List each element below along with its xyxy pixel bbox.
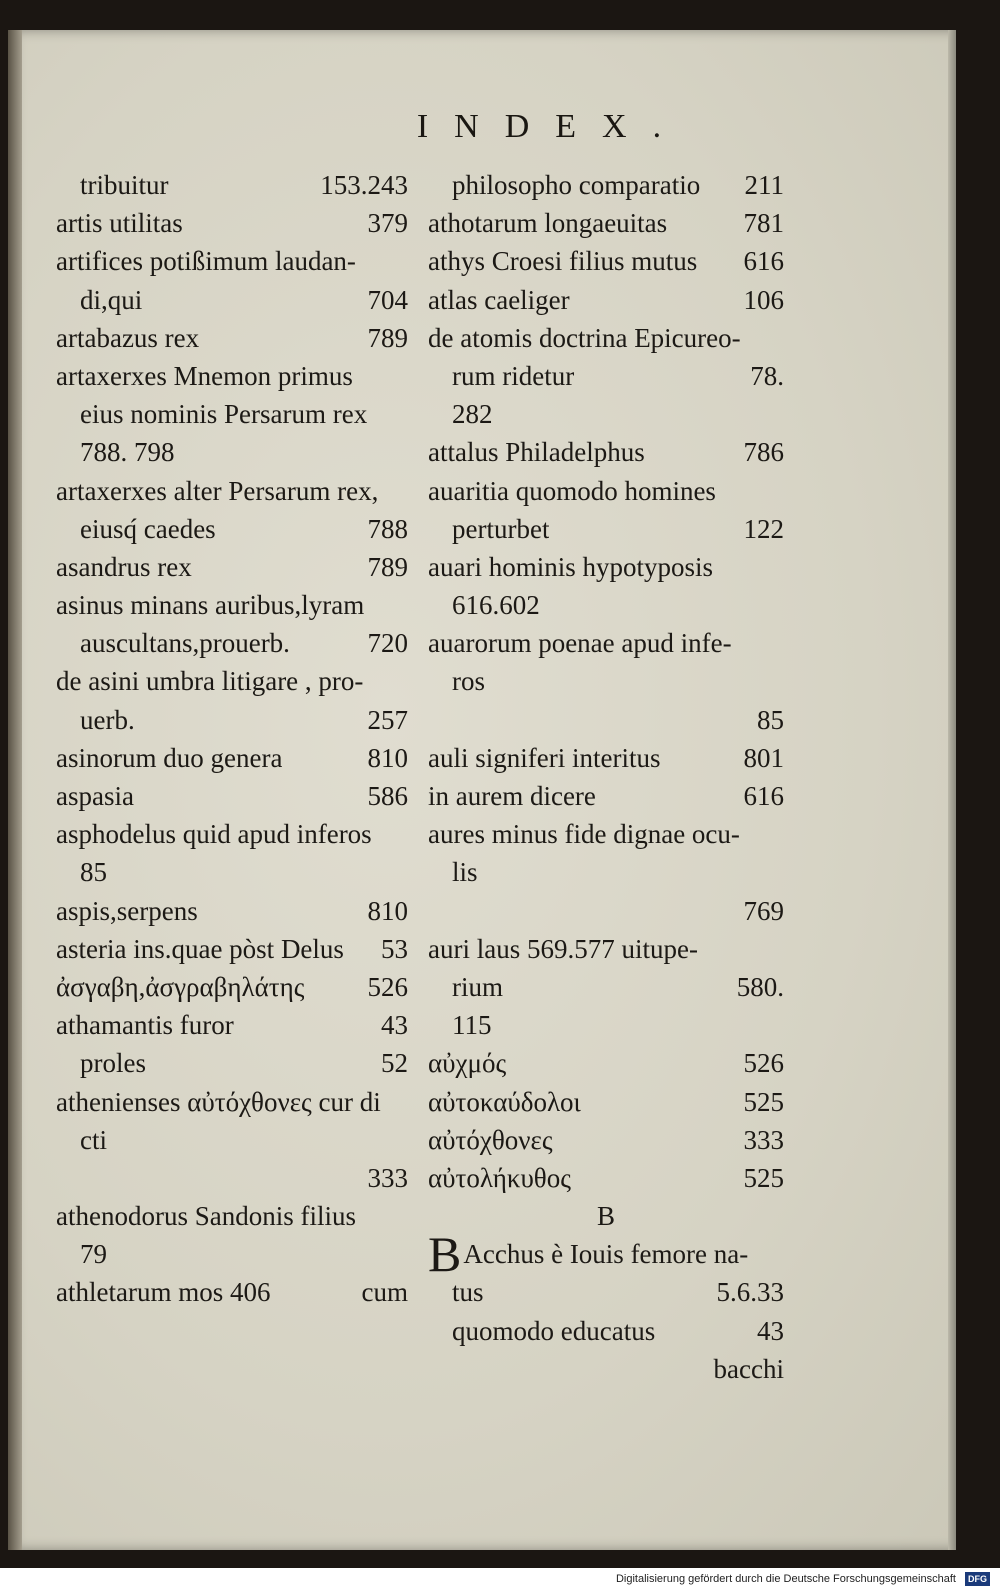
index-entry bbox=[56, 853, 408, 891]
index-entry bbox=[428, 1159, 784, 1197]
entry-page-number: 786 bbox=[743, 437, 784, 468]
index-entry bbox=[56, 510, 408, 548]
index-entry bbox=[428, 281, 784, 319]
entry-text: asinorum duo genera bbox=[56, 742, 283, 773]
entry-text: artaxerxes alter Persarum rex, bbox=[56, 475, 379, 506]
entry-page-number: 122 bbox=[743, 513, 784, 544]
entry-text: auscultans,prouerb. bbox=[80, 628, 290, 659]
entry-text: αὐχμός bbox=[428, 1048, 507, 1079]
entry-page-number: 616 bbox=[743, 781, 784, 811]
index-entry bbox=[56, 662, 408, 700]
entry-text: in aurem dicere bbox=[428, 781, 596, 811]
entry-page-number: 526 bbox=[743, 1048, 784, 1079]
index-entry bbox=[428, 777, 784, 815]
entry-page-number: 153.243 bbox=[320, 170, 408, 200]
index-entry bbox=[56, 1083, 408, 1121]
entry-text: eiusq́ caedes bbox=[80, 513, 216, 544]
entry-text: athenodorus Sandonis filius bbox=[56, 1201, 356, 1232]
entry-text: asteria ins.quae pòst Delus bbox=[56, 933, 344, 964]
entry-text: artaxerxes Mnemon primus bbox=[56, 360, 353, 391]
entry-text: attalus Philadelphus bbox=[428, 437, 645, 468]
index-entry bbox=[428, 586, 784, 624]
index-entry bbox=[56, 968, 408, 1006]
entry-page-number: 720 bbox=[367, 628, 408, 659]
index-entry bbox=[428, 930, 784, 968]
entry-page-number: 525 bbox=[743, 1162, 784, 1193]
index-entry bbox=[428, 662, 784, 700]
index-entry bbox=[56, 472, 408, 510]
catchword bbox=[428, 1350, 784, 1388]
entry-text: uerb. bbox=[80, 704, 135, 735]
entry-page-number: 769 bbox=[743, 895, 784, 926]
index-entry bbox=[428, 166, 784, 204]
entry-text: athamantis furor bbox=[56, 1010, 234, 1041]
index-entry bbox=[428, 892, 784, 930]
index-column-right bbox=[428, 166, 784, 1388]
entry-page-number: 379 bbox=[367, 208, 408, 239]
entry-page-number: 788 bbox=[367, 513, 408, 544]
page-spine-shadow bbox=[8, 30, 22, 1550]
index-entry bbox=[428, 510, 784, 548]
index-entry bbox=[428, 1312, 784, 1350]
index-entry bbox=[428, 395, 784, 433]
index-entry bbox=[428, 548, 784, 586]
entry-page-number: 85 bbox=[757, 704, 784, 735]
entry-text: αὐτόχθονες bbox=[428, 1124, 553, 1155]
entry-text: artabazus rex bbox=[56, 322, 200, 353]
entry-text: quomodo educatus bbox=[452, 1315, 656, 1346]
index-entry bbox=[56, 319, 408, 357]
index-entry bbox=[56, 1159, 408, 1197]
entry-page-number: 333 bbox=[367, 1162, 408, 1193]
entry-page-number: 801 bbox=[743, 742, 784, 773]
entry-text: cti bbox=[80, 1124, 107, 1155]
dfg-logo-icon: DFG bbox=[965, 1572, 990, 1586]
entry-page-number: 526 bbox=[367, 971, 408, 1002]
entry-text: philosopho comparatio bbox=[452, 170, 701, 200]
entry-page-number: 106 bbox=[743, 284, 784, 315]
entry-page-number: 810 bbox=[367, 742, 408, 773]
entry-page-number: 810 bbox=[367, 895, 408, 926]
entry-page-number: 616 bbox=[743, 246, 784, 277]
entry-text: αὐτοκαύδολοι bbox=[428, 1086, 581, 1117]
entry-text: asinus minans auribus,lyram bbox=[56, 590, 365, 621]
entry-page-number: 52 bbox=[381, 1048, 408, 1079]
index-entry bbox=[428, 815, 784, 853]
entry-page-number: 43 bbox=[381, 1010, 408, 1041]
index-entry bbox=[428, 1006, 784, 1044]
entry-text bbox=[428, 1235, 748, 1273]
index-entry bbox=[56, 1006, 408, 1044]
index-entry bbox=[428, 472, 784, 510]
entry-text: 85 bbox=[80, 857, 107, 888]
entry-text: athenienses αὐτόχθονες cur di bbox=[56, 1086, 381, 1117]
index-entry bbox=[56, 777, 408, 815]
entry-page-number: 211 bbox=[744, 170, 784, 200]
entry-page-number: 789 bbox=[367, 322, 408, 353]
right-column-entries bbox=[428, 166, 784, 1197]
index-entry bbox=[428, 1121, 784, 1159]
entry-text: tus bbox=[452, 1277, 484, 1308]
entry-page-number: 78. bbox=[750, 360, 784, 391]
entry-text: tribuitur bbox=[80, 170, 169, 200]
index-entry bbox=[428, 853, 784, 891]
section-letter: B bbox=[596, 1201, 615, 1232]
index-entry bbox=[428, 1273, 784, 1311]
index-entry bbox=[56, 624, 408, 662]
entry-text: perturbet bbox=[452, 513, 550, 544]
entry-page-number: 333 bbox=[743, 1124, 784, 1155]
index-entry bbox=[428, 204, 784, 242]
index-entry bbox=[428, 357, 784, 395]
entry-page-number: cum bbox=[361, 1277, 408, 1308]
entry-text: 79 bbox=[80, 1239, 107, 1270]
entry-text-rest: Acchus è Iouis femore na- bbox=[463, 1239, 749, 1270]
index-entry bbox=[56, 701, 408, 739]
entry-text: di,qui bbox=[80, 284, 143, 315]
index-entry bbox=[428, 319, 784, 357]
entry-text: aspasia bbox=[56, 781, 134, 811]
index-entry bbox=[428, 739, 784, 777]
entry-text: eius nominis Persarum rex bbox=[80, 399, 368, 430]
index-entry bbox=[428, 1235, 784, 1273]
entry-text: 616.602 bbox=[452, 590, 540, 621]
entry-page-number: 53 bbox=[381, 933, 408, 964]
index-entry bbox=[56, 1197, 408, 1235]
entry-text: artifices potißimum laudan- bbox=[56, 246, 356, 277]
section-b-entries bbox=[428, 1235, 784, 1350]
book-page bbox=[8, 30, 956, 1550]
entry-text: 115 bbox=[452, 1010, 492, 1041]
digitization-footer bbox=[0, 1568, 1000, 1590]
entry-page-number: 5.6.33 bbox=[716, 1277, 784, 1308]
index-entry bbox=[428, 1083, 784, 1121]
index-entry bbox=[428, 968, 784, 1006]
index-entry bbox=[56, 433, 408, 471]
section-letter-b bbox=[428, 1197, 784, 1235]
index-entry bbox=[56, 166, 408, 204]
index-entry bbox=[56, 815, 408, 853]
entry-text: ἀσγαβη,ἀσγραβηλάτης bbox=[56, 971, 305, 1002]
entry-page-number: 580. bbox=[736, 971, 784, 1002]
index-entry bbox=[56, 548, 408, 586]
index-entry bbox=[428, 1044, 784, 1082]
index-entry bbox=[56, 1235, 408, 1273]
index-entry bbox=[56, 204, 408, 242]
index-entry bbox=[56, 357, 408, 395]
entry-text: aspis,serpens bbox=[56, 895, 198, 926]
entry-text: lis bbox=[452, 857, 478, 888]
index-entry bbox=[56, 1121, 408, 1159]
entry-text: auarorum poenae apud infe- bbox=[428, 628, 732, 659]
entry-text: athys Croesi filius mutus bbox=[428, 246, 698, 277]
entry-text: auaritia quomodo homines bbox=[428, 475, 716, 506]
footer-credit: Digitalisierung gefördert durch die Deutsche Forschungsgemeinschaft bbox=[615, 1573, 956, 1585]
index-entry bbox=[428, 701, 784, 739]
entry-page-number: 257 bbox=[367, 704, 408, 735]
index-entry bbox=[56, 930, 408, 968]
entry-text: asphodelus quid apud inferos bbox=[56, 819, 372, 850]
entry-text: athotarum longaeuitas bbox=[428, 208, 668, 239]
index-entry bbox=[56, 1273, 408, 1311]
entry-text: auari hominis hypotyposis bbox=[428, 551, 713, 582]
entry-page-number: 586 bbox=[367, 781, 408, 811]
entry-text: asandrus rex bbox=[56, 551, 192, 582]
index-entry bbox=[428, 624, 784, 662]
entry-text: athletarum mos 406 bbox=[56, 1277, 271, 1308]
index-column-left bbox=[56, 166, 408, 1312]
entry-text: αὐτολήκυθος bbox=[428, 1162, 571, 1193]
entry-text: de atomis doctrina Epicureo- bbox=[428, 322, 741, 353]
entry-text: auri laus 569.577 uitupe- bbox=[428, 933, 698, 964]
index-entry bbox=[428, 242, 784, 280]
entry-text: rum ridetur bbox=[452, 360, 575, 391]
entry-text: ros bbox=[452, 666, 485, 697]
entry-text: aures minus fide dignae ocu- bbox=[428, 819, 740, 850]
entry-text: 282 bbox=[452, 399, 493, 430]
entry-text: auli signiferi interitus bbox=[428, 742, 661, 773]
index-entry bbox=[56, 892, 408, 930]
entry-page-number: 781 bbox=[743, 208, 784, 239]
page-header-index: INDEX. bbox=[416, 108, 688, 145]
index-entry bbox=[56, 586, 408, 624]
index-entry bbox=[56, 1044, 408, 1082]
entry-text: rium bbox=[452, 971, 503, 1002]
entry-text: atlas caeliger bbox=[428, 284, 570, 315]
entry-page-number: 43 bbox=[757, 1315, 784, 1346]
entry-page-number: 525 bbox=[743, 1086, 784, 1117]
index-entry bbox=[56, 739, 408, 777]
index-entry bbox=[56, 242, 408, 280]
entry-text: proles bbox=[80, 1048, 146, 1079]
entry-page-number: 704 bbox=[367, 284, 408, 315]
index-entry bbox=[428, 433, 784, 471]
drop-cap: B bbox=[428, 1235, 462, 1274]
entry-page-number: 789 bbox=[367, 551, 408, 582]
index-entry bbox=[56, 395, 408, 433]
page-edge bbox=[948, 30, 956, 1550]
catchword-text: bacchi bbox=[713, 1353, 784, 1384]
index-entry bbox=[56, 281, 408, 319]
entry-text: 788. 798 bbox=[80, 437, 175, 468]
entry-text: de asini umbra litigare , pro- bbox=[56, 666, 364, 697]
entry-text: artis utilitas bbox=[56, 208, 183, 239]
